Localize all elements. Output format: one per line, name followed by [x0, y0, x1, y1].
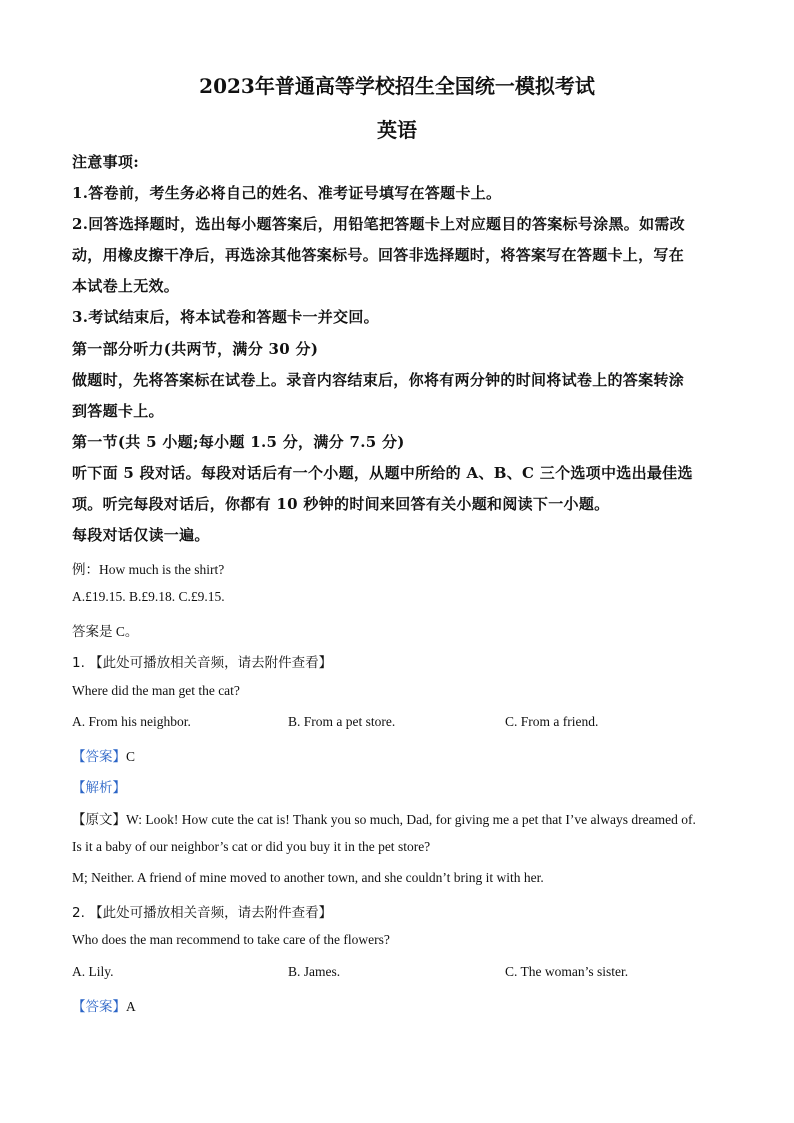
- example-answer: 答案是 C。: [72, 624, 139, 639]
- q2-answer-value: A: [126, 999, 136, 1014]
- q1-answer-line: [72, 745, 135, 765]
- q1-option-a: A. From his neighbor.: [72, 714, 191, 729]
- q2-answer-line: [72, 995, 136, 1015]
- example-options: A.£19.15. B.£9.18. C.£9.15.: [72, 589, 225, 604]
- q2-option-b: B. James.: [288, 964, 341, 979]
- q1-transcript-line-3: M; Neither. A friend of mine moved to another town, and she couldn’t bring it with her.: [72, 870, 544, 885]
- part1-instruction-line-2: 到答题卡上。: [72, 402, 164, 420]
- notice-item-2-line-3: 本试卷上无效。: [72, 277, 180, 295]
- q1-transcript-text-1: W: Look! How cute the cat is! Thank you so much, Dad, for giving me a pet that I’ve always dreamed of.: [126, 812, 696, 827]
- q1-question: Where did the man get the cat?: [72, 683, 240, 698]
- q1-transcript-line-1: [72, 808, 696, 828]
- part1-instruction-line-1: 做题时，先将答案标在试卷上。录音内容结束后，你将有两分钟的时间将试卷上的答案转涂: [72, 371, 685, 389]
- section1-line-2: 项。听完每段对话后，你都有 10 秒钟的时间来回答有关小题和阅读下一小题。: [72, 495, 610, 513]
- q1-option-c: C. From a friend.: [505, 714, 599, 729]
- q1-audio-note[interactable]: 1. 【此处可播放相关音频，请去附件查看】: [72, 655, 333, 671]
- notice-item-1: 1.答卷前，考生务必将自己的姓名、准考证号填写在答题卡上。: [72, 184, 502, 202]
- exam-title: 2023年普通高等学校招生全国统一模拟考试: [199, 74, 595, 98]
- section1-line-1: 听下面 5 段对话。每段对话后有一个小题，从题中所给的 A、B、C 三个选项中选出最佳选: [72, 464, 693, 482]
- q1-analysis-line: [72, 776, 126, 796]
- q2-audio-note[interactable]: 2. 【此处可播放相关音频，请去附件查看】: [72, 905, 333, 921]
- notice-item-2-line-2: 动，用橡皮擦干净后，再选涂其他答案标号。回答非选择题时，将答案写在答题卡上，写在: [72, 246, 685, 264]
- q2-answer-tag: 【答案】: [72, 999, 126, 1015]
- section1-line-3: 每段对话仅读一遍。: [72, 526, 210, 544]
- subject-title: 英语: [377, 118, 417, 142]
- notice-heading: 注意事项:: [72, 153, 140, 171]
- q1-transcript-line-2: Is it a baby of our neighbor’s cat or did you buy it in the pet store?: [72, 839, 431, 854]
- section1-heading: 第一节(共 5 小题;每小题 1.5 分，满分 7.5 分): [72, 433, 405, 451]
- q2-option-a: A. Lily.: [72, 964, 114, 979]
- q1-original-tag: 【原文】: [72, 812, 126, 828]
- notice-item-2-line-1: 2.回答选择题时，选出每小题答案后，用铅笔把答题卡上对应题目的答案标号涂黑。如需改: [72, 215, 685, 233]
- q2-option-c: C. The woman’s sister.: [505, 964, 629, 979]
- q1-option-b: B. From a pet store.: [288, 714, 396, 729]
- part1-heading: 第一部分听力(共两节，满分 30 分): [72, 340, 319, 358]
- q1-analysis-tag: 【解析】: [72, 780, 126, 796]
- notice-item-3: 3.考试结束后，将本试卷和答题卡一并交回。: [72, 308, 379, 326]
- q1-answer-value: C: [126, 749, 136, 764]
- q2-question: Who does the man recommend to take care of the flowers?: [72, 932, 390, 947]
- example-question: 例：How much is the shirt?: [72, 562, 225, 577]
- q1-answer-tag: 【答案】: [72, 749, 126, 765]
